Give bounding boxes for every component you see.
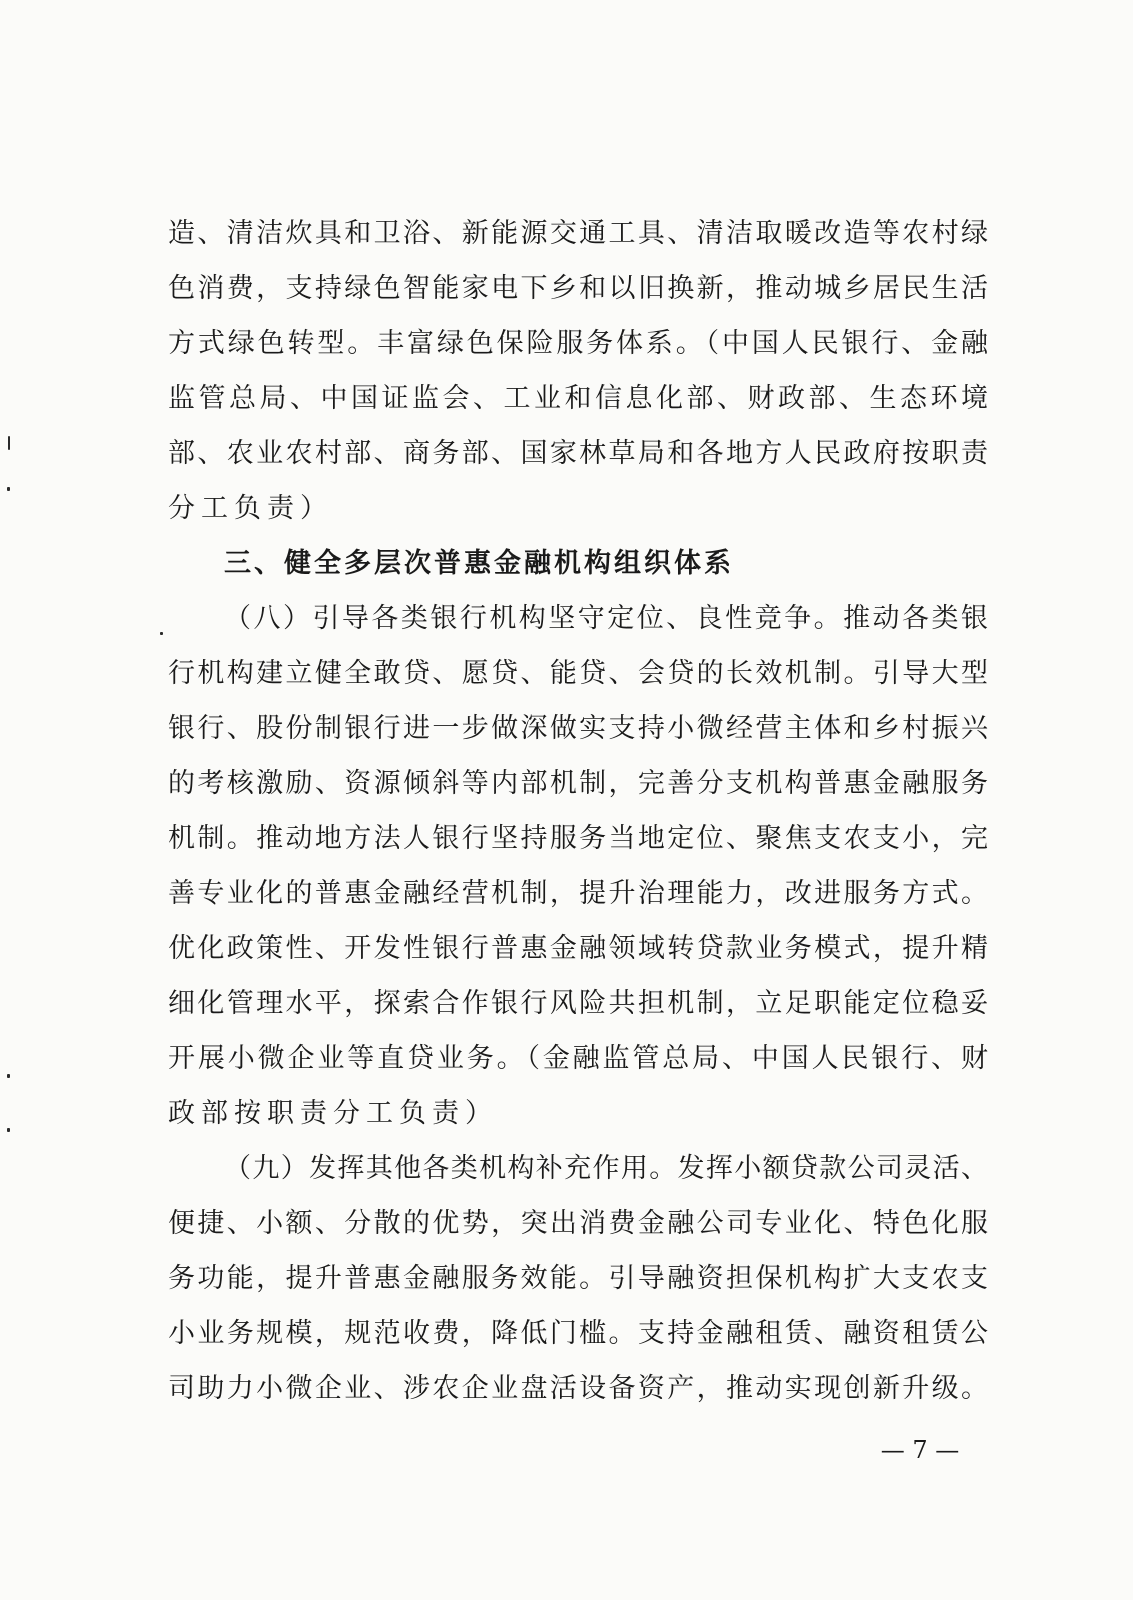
text-line-15: 细化管理水平，探索合作银行风险共担机制，立足职能定位稳妥 xyxy=(168,988,988,1019)
text-line-21: 小业务规模，规范收费，降低门槛。支持金融租赁、融资租赁公 xyxy=(168,1318,988,1349)
text-line-8: （八）引导各类银行机构坚守定位、良性竞争。推动各类银 xyxy=(224,603,988,634)
text-line-6: 分工负责） xyxy=(168,493,333,524)
text-line-4: 监管总局、中国证监会、工业和信息化部、财政部、生态环境 xyxy=(168,383,988,414)
text-line-2: 色消费，支持绿色智能家电下乡和以旧换新，推动城乡居民生活 xyxy=(168,273,988,304)
text-line-3: 方式绿色转型。丰富绿色保险服务体系。（中国人民银行、金融 xyxy=(168,328,988,359)
scan-mark xyxy=(7,1074,10,1078)
text-line-1: 造、清洁炊具和卫浴、新能源交通工具、清洁取暖改造等农村绿 xyxy=(168,218,988,249)
section-heading: 三、健全多层次普惠金融机构组织体系 xyxy=(224,548,734,579)
text-line-17: 政部按职责分工负责） xyxy=(168,1098,498,1129)
scan-mark xyxy=(160,632,163,635)
text-line-16: 开展小微企业等直贷业务。（金融监管总局、中国人民银行、财 xyxy=(168,1043,988,1074)
text-line-9: 行机构建立健全敢贷、愿贷、能贷、会贷的长效机制。引导大型 xyxy=(168,658,988,689)
text-line-22: 司助力小微企业、涉农企业盘活设备资产，推动实现创新升级。 xyxy=(168,1373,988,1404)
text-line-13: 善专业化的普惠金融经营机制，提升治理能力，改进服务方式。 xyxy=(168,878,988,909)
text-line-14: 优化政策性、开发性银行普惠金融领域转贷款业务模式，提升精 xyxy=(168,933,988,964)
text-line-20: 务功能，提升普惠金融服务效能。引导融资担保机构扩大支农支 xyxy=(168,1263,988,1294)
text-line-5: 部、农业农村部、商务部、国家林草局和各地方人民政府按职责 xyxy=(168,438,988,469)
text-line-10: 银行、股份制银行进一步做深做实支持小微经营主体和乡村振兴 xyxy=(168,713,988,744)
scan-mark xyxy=(7,1128,10,1132)
text-line-19: 便捷、小额、分散的优势，突出消费金融公司专业化、特色化服 xyxy=(168,1208,988,1239)
scan-mark xyxy=(8,436,10,450)
text-line-12: 机制。推动地方法人银行坚持服务当地定位、聚焦支农支小，完 xyxy=(168,823,988,854)
page-number: — 7 — xyxy=(880,1436,960,1464)
text-line-18: （九）发挥其他各类机构补充作用。发挥小额贷款公司灵活、 xyxy=(224,1153,988,1184)
text-line-11: 的考核激励、资源倾斜等内部机制，完善分支机构普惠金融服务 xyxy=(168,768,988,799)
scan-mark xyxy=(7,487,10,491)
